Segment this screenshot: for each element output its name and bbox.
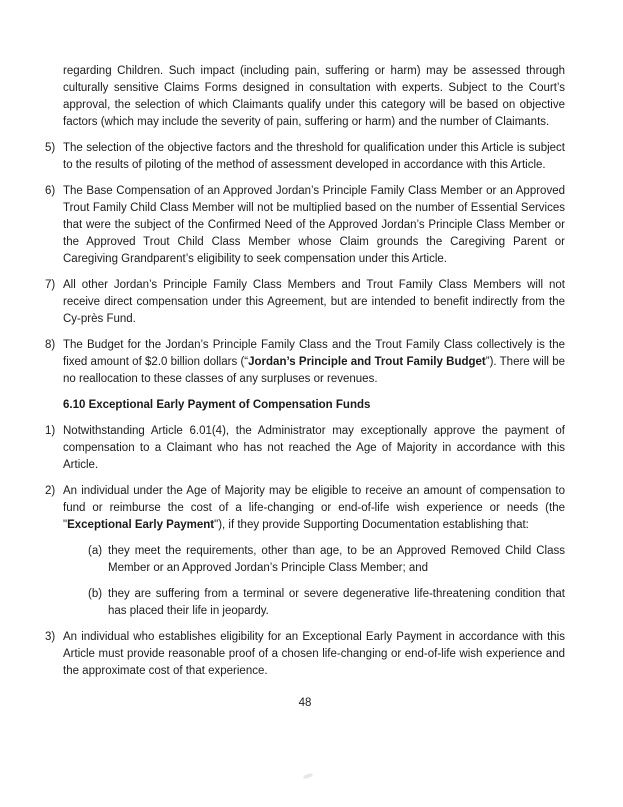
defined-term-exceptional-early-payment: Exceptional Early Payment bbox=[67, 519, 215, 531]
item-text-post: ”). There will be no reallocation to these classes of any surpluses or revenues. bbox=[63, 356, 565, 385]
section-item-1 bbox=[45, 423, 565, 474]
sub-item-text: they are suffering from a terminal or severe degenerative life-threatening condition that has placed their life in jeopardy. bbox=[108, 588, 565, 617]
list-item-5 bbox=[45, 140, 565, 174]
item-text: The Base Compensation of an Approved Jordan’s Principle Family Class Member or an Approved Trout Family Child Class Member will not be multiplied based on the number of Essential Services that were the subject of the Confirmed Need of the Approved Jordan’s Principle Class Member or the Approved Trout Child Class Member whose Claim grounds the Caregiving Parent or Caregiving Grandparent’s eligibility to seek compensation under this Article. bbox=[63, 185, 565, 265]
page-number: 48 bbox=[298, 697, 312, 709]
item-marker: 2) bbox=[45, 485, 56, 497]
item-text-pre: An individual under the Age of Majority may be eligible to receive an amount of compensation to fund or reimburse the cost of a life-changing or end-of-life wish experience or needs (the " bbox=[63, 485, 565, 531]
sub-item-text: they meet the requirements, other than age, to be an Approved Removed Child Class Member or an Approved Jordan’s Principle Class Member; and bbox=[108, 545, 565, 574]
item-marker: 6) bbox=[45, 185, 56, 197]
defined-term-budget: Jordan’s Principle and Trout Family Budget bbox=[248, 356, 486, 368]
item-text-pre: The Budget for the Jordan’s Principle Family Class and the Trout Family Class collectively is the fixed amount of $2.0 billion dollars (“ bbox=[63, 339, 565, 368]
section-item-3 bbox=[45, 629, 565, 680]
list-item-6 bbox=[45, 183, 565, 268]
item-marker: 7) bbox=[45, 279, 56, 291]
section-item-2 bbox=[45, 483, 565, 534]
sub-list-item-b bbox=[88, 586, 565, 620]
item-text: An individual who establishes eligibility for an Exceptional Early Payment in accordance with this Article must provide reasonable proof of a chosen life-changing or end-of-life wish experience and the approximate cost of that experience. bbox=[63, 631, 565, 677]
sub-list-item-a bbox=[88, 543, 565, 577]
item-marker: 3) bbox=[45, 631, 56, 643]
item-text-post: "), if they provide Supporting Documentation establishing that: bbox=[214, 519, 529, 531]
section-heading: 6.10 Exceptional Early Payment of Compensation Funds bbox=[63, 399, 371, 411]
paragraph-text: regarding Children. Such impact (including pain, suffering or harm) may be assessed through culturally sensitive Claims Forms designed in consultation with experts. Subject to the Court’s approval, the selection of which Claimants qualify under this category will be based on objective factors (which may include the severity of pain, suffering or harm) and the number of Claimants. bbox=[63, 65, 565, 128]
item-marker: 8) bbox=[45, 339, 56, 351]
item-text: The selection of the objective factors and the threshold for qualification under this Article is subject to the results of piloting of the method of assessment developed in accordance with this Article. bbox=[63, 142, 565, 171]
scan-smudge bbox=[303, 772, 314, 779]
item-text: All other Jordan’s Principle Family Class Members and Trout Family Class Members will not receive direct compensation under this Agreement, but are intended to benefit indirectly from the Cy-près Fund. bbox=[63, 279, 565, 325]
sub-item-marker: (a) bbox=[88, 545, 103, 557]
list-item-7 bbox=[45, 277, 565, 328]
item-marker: 5) bbox=[45, 142, 56, 154]
list-item-8 bbox=[45, 337, 565, 388]
item-text: Notwithstanding Article 6.01(4), the Administrator may exceptionally approve the payment of compensation to a Claimant who has not reached the Age of Majority in accordance with this Article. bbox=[63, 425, 565, 471]
sub-item-marker: (b) bbox=[88, 588, 103, 600]
item-marker: 1) bbox=[45, 425, 56, 437]
text-block bbox=[45, 63, 565, 712]
paragraph-continuation bbox=[63, 63, 565, 131]
